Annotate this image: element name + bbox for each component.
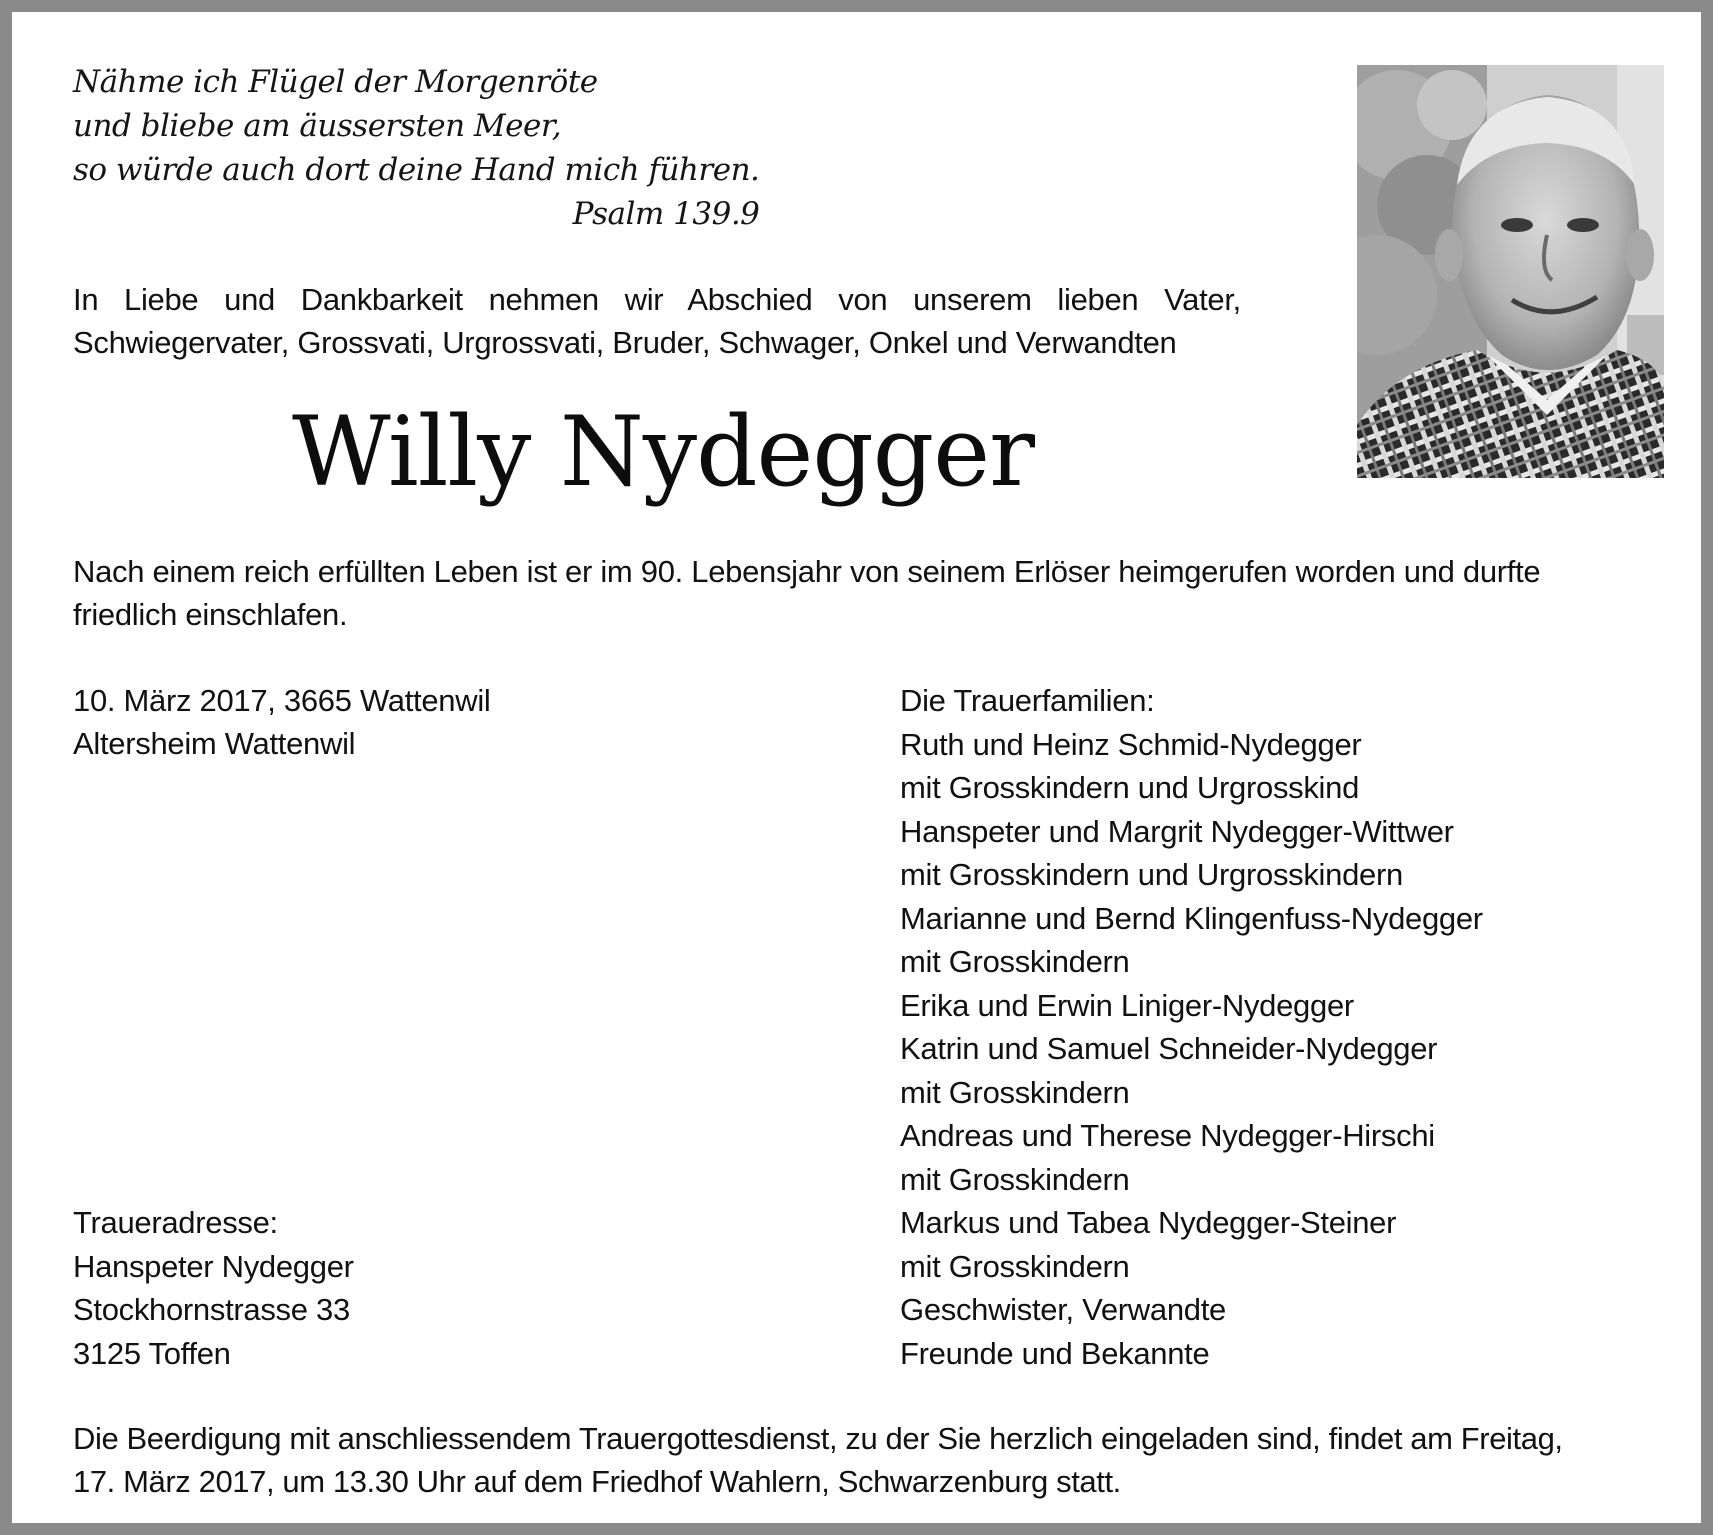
family-line: Markus und Tabea Nydegger-Steiner <box>900 1205 1397 1240</box>
family-line: mit Grosskindern <box>900 1248 1130 1284</box>
life-statement <box>73 550 1673 636</box>
deceased-name: Willy Nydegger <box>292 396 1034 508</box>
funeral-line: Die Beerdigung mit anschliessendem Trauergottesdienst, zu der Sie herzlich eingeladen sind, findet am Freitag, <box>73 1421 1563 1456</box>
family-line: mit Grosskindern <box>900 944 1130 979</box>
family-line: mit Grosskindern und Urgrosskind <box>900 770 1360 805</box>
address-heading: Traueradresse: <box>73 1205 278 1240</box>
family-line: mit Grosskindern <box>900 1074 1130 1110</box>
mourning-address <box>73 1201 354 1375</box>
verse-line: so würde auch dort deine Hand mich führen. <box>73 152 760 188</box>
address-name: Hanspeter Nydegger <box>73 1248 354 1284</box>
verse-line: und bliebe am äussersten Meer, <box>73 108 562 144</box>
family-line: Katrin und Samuel Schneider-Nydegger <box>900 1031 1438 1066</box>
address-street: Stockhornstrasse 33 <box>73 1292 350 1327</box>
family-line: Geschwister, Verwandte <box>900 1292 1226 1327</box>
bible-verse <box>73 60 759 236</box>
life-line: friedlich einschlafen. <box>73 597 348 632</box>
intro-line: Schwiegervater, Grossvati, Urgrossvati, Bruder, Schwager, Onkel und Verwandten <box>73 325 1177 360</box>
family-line: Marianne und Bernd Klingenfuss-Nydegger <box>900 900 1483 936</box>
intro-text <box>73 278 1241 364</box>
intro-line: In Liebe und Dankbarkeit nehmen wir Abschied von unserem lieben Vater, <box>73 282 1241 317</box>
family-line: Freunde und Bekannte <box>900 1335 1210 1371</box>
address-city: 3125 Toffen <box>73 1335 231 1371</box>
family-line: Andreas und Therese Nydegger-Hirschi <box>900 1118 1435 1153</box>
funeral-line: 17. März 2017, um 13.30 Uhr auf dem Friedhof Wahlern, Schwarzenburg statt. <box>73 1464 1121 1499</box>
place-date-line: 10. März 2017, 3665 Wattenwil <box>73 683 491 718</box>
portrait-photo <box>1357 65 1664 478</box>
family-line: mit Grosskindern <box>900 1161 1130 1197</box>
place-date <box>73 679 491 765</box>
families-heading: Die Trauerfamilien: <box>900 683 1155 718</box>
portrait-photo-icon <box>1357 65 1664 478</box>
family-line: mit Grosskindern und Urgrosskindern <box>900 857 1403 892</box>
verse-line: Nähme ich Flügel der Morgenröte <box>73 64 598 100</box>
family-line: Ruth und Heinz Schmid-Nydegger <box>900 726 1362 762</box>
life-line: Nach einem reich erfüllten Leben ist er im 90. Lebensjahr von seinem Erlöser heimgerufen worden und durfte <box>73 554 1541 589</box>
funeral-notice <box>73 1417 1563 1503</box>
verse-reference: Psalm 139.9 <box>572 196 760 232</box>
place-date-line: Altersheim Wattenwil <box>73 726 356 761</box>
mourning-families <box>900 679 1483 1375</box>
family-line: Erika und Erwin Liniger-Nydegger <box>900 987 1354 1023</box>
family-line: Hanspeter und Margrit Nydegger-Wittwer <box>900 813 1454 849</box>
